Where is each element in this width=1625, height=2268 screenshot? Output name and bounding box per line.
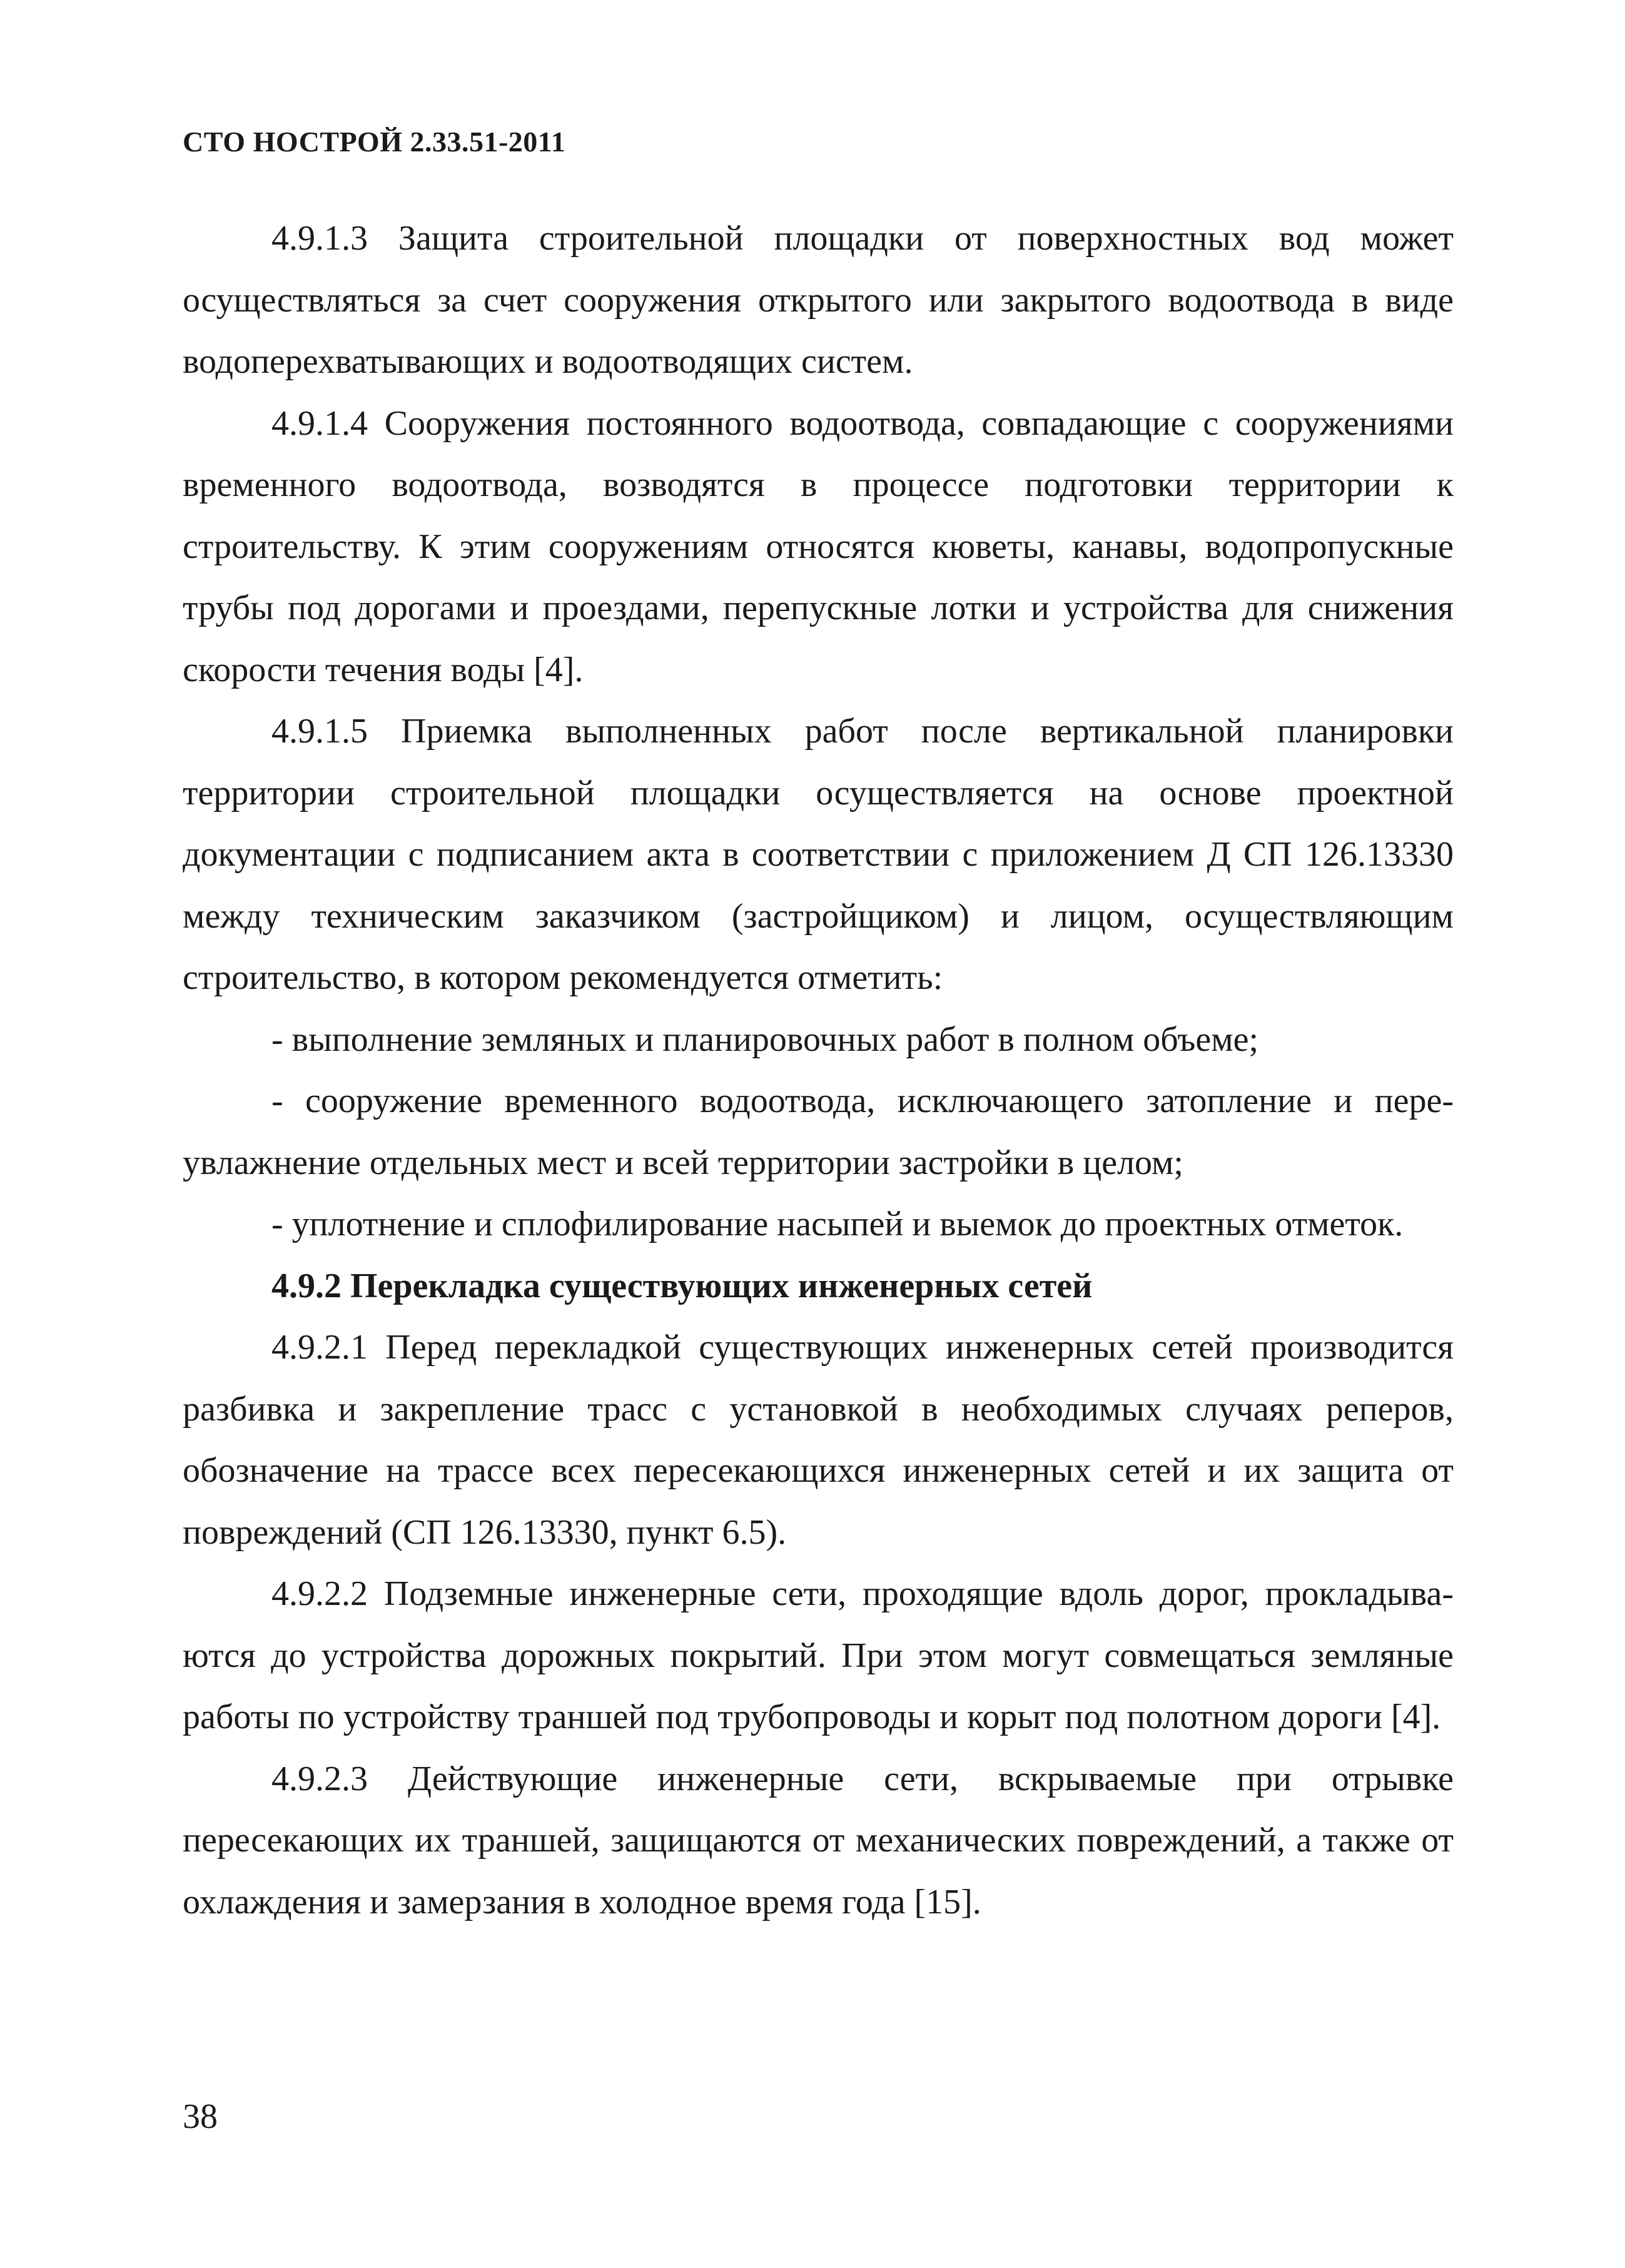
- page-number: 38: [183, 2097, 218, 2136]
- paragraph-4-9-2-1: 4.9.2.1 Перед перекладкой существующих инженерных сетей производится разбивка и закрепление трасс с установкой в необходимых случаях реперов, обозначение на трассе всех пересекающихся инженерных сетей и их защита от повреждений (СП 126.13330, пункт 6.5).: [183, 1328, 1454, 1552]
- body-text: [183, 208, 1454, 1933]
- section-heading-4-9-2: 4.9.2 Перекладка существующих инженерных сетей: [271, 1266, 1093, 1305]
- list-item: - выполнение земляных и планировочных работ в полном объеме;: [271, 1020, 1259, 1059]
- paragraph-4-9-2-3: 4.9.2.3 Действующие инженерные сети, вскрываемые при отрывке пересекающих их траншей, защищаются от механических повреждений, а также от охлаждения и замерзания в холодное время года [15].: [183, 1759, 1454, 1921]
- list-item: - сооружение временного водоотвода, исключающего затопление и переувлажнение отдельных мест и всей территории застройки в целом;: [183, 1081, 1454, 1182]
- paragraph-4-9-1-5: 4.9.1.5 Приемка выполненных работ после вертикальной планировки территории строительной площадки осуществляется на основе проектной документации с подписанием акта в соответствии с приложением Д СП 126.13330 между техническим заказчиком (застройщиком) и лицом, осуществляющим строительство, в котором рекомендуется отметить:: [183, 712, 1454, 997]
- document-header: СТО НОСТРОЙ 2.33.51-2011: [183, 126, 566, 158]
- paragraph-4-9-2-2: 4.9.2.2 Подземные инженерные сети, проходящие вдоль дорог, прокладываются до устройства дорожных покрытий. При этом могут совмещаться земляные работы по устройству траншей под трубопроводы и корыт под полотном дороги [4].: [183, 1574, 1454, 1736]
- list-item: - уплотнение и сплофилирование насыпей и выемок до проектных отметок.: [271, 1205, 1404, 1243]
- paragraph-4-9-1-4: 4.9.1.4 Сооружения постоянного водоотвода, совпадающие с сооружениями временного водоотвода, возводятся в процессе подготовки территории к строительству. К этим сооружениям относятся кюветы, канавы, водопропускные трубы под дорогами и проездами, перепускные лотки и устройства для снижения скорости течения воды [4].: [183, 403, 1454, 689]
- paragraph-4-9-1-3: 4.9.1.3 Защита строительной площадки от поверхностных вод может осуществляться за счет сооружения открытого или закрытого водоотвода в виде водоперехватывающих и водоотводящих систем.: [183, 219, 1454, 381]
